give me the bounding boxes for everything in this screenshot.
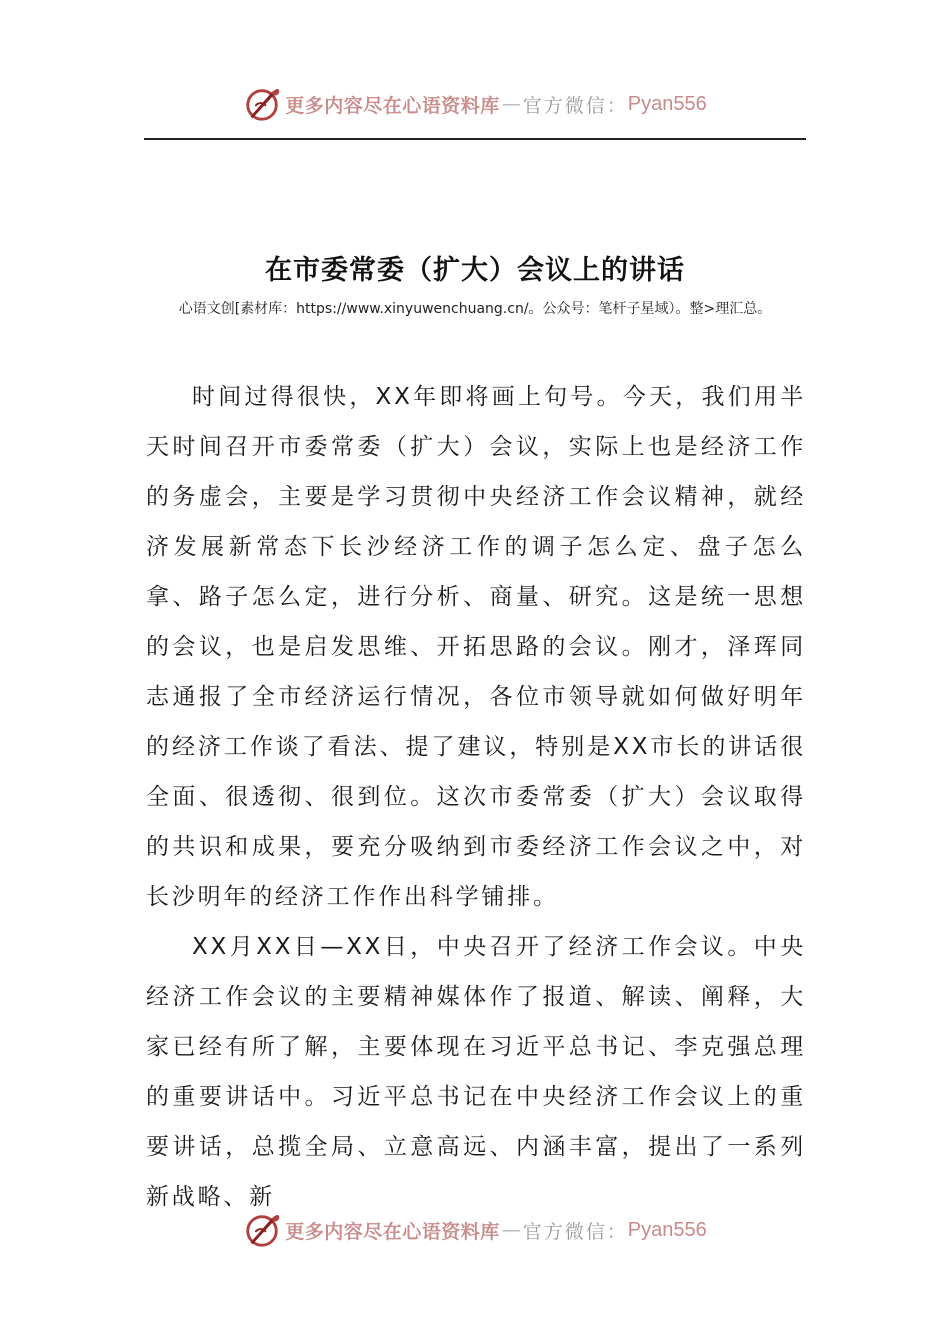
separator-dash: — (501, 1219, 521, 1241)
header-divider (144, 138, 806, 140)
paragraph: XX月XX日—XX日，中央召开了经济工作会议。中央经济工作会议的主要精神媒体作了报道、解读、阐释，大家已经有所了解，主要体现在习近平总书记、李克强总理的重要讲话中。习近平总书记在中央经济工作会议上的重要讲话，总揽全局、立意高远、内涵丰富，提出了一系列新战略、新 (146, 934, 806, 1210)
paragraph: 时间过得很快，XX年即将画上句号。今天，我们用半天时间召开市委常委（扩大）会议，实际上也是经济工作的务虚会，主要是学习贯彻中央经济工作会议精神，就经济发展新常态下长沙经济工作的调子怎么定、盘子怎么拿、路子怎么定，进行分析、商量、研究。这是统一思想的会议，也是启发思维、开拓思路的会议。刚才，泽珲同志通报了全市经济运行情况，各位市领导就如何做好明年的经济工作谈了看法、提了建议，特别是XX市长的讲话很全面、很透彻、很到位。这次市委常委（扩大）会议取得的共识和成果，要充分吸纳到市委经济工作会议之中，对长沙明年的经济工作作出科学铺排。 (146, 384, 806, 910)
wechat-label: 官方微信： (522, 94, 628, 117)
wechat-id: Pyan556 (627, 92, 707, 115)
wechat-label: 官方微信： (522, 1220, 628, 1243)
promo-text: 更多内容尽在心语资料库 (285, 94, 500, 117)
wechat-id: Pyan556 (627, 1218, 707, 1241)
document-title: 在市委常委（扩大）会议上的讲话 (265, 255, 685, 286)
footer-banner (0, 1208, 950, 1252)
document-body (146, 372, 806, 1222)
separator-dash: — (501, 93, 521, 115)
quill-logo-icon (243, 1211, 281, 1249)
source-note: 心语文创[素材库：https://www.xinyuwenchuang.cn/。公众号：笔杆子星域）。整>理汇总。 (178, 301, 772, 317)
quill-logo-icon (243, 85, 281, 123)
header-banner (0, 82, 950, 126)
promo-text: 更多内容尽在心语资料库 (285, 1220, 500, 1243)
